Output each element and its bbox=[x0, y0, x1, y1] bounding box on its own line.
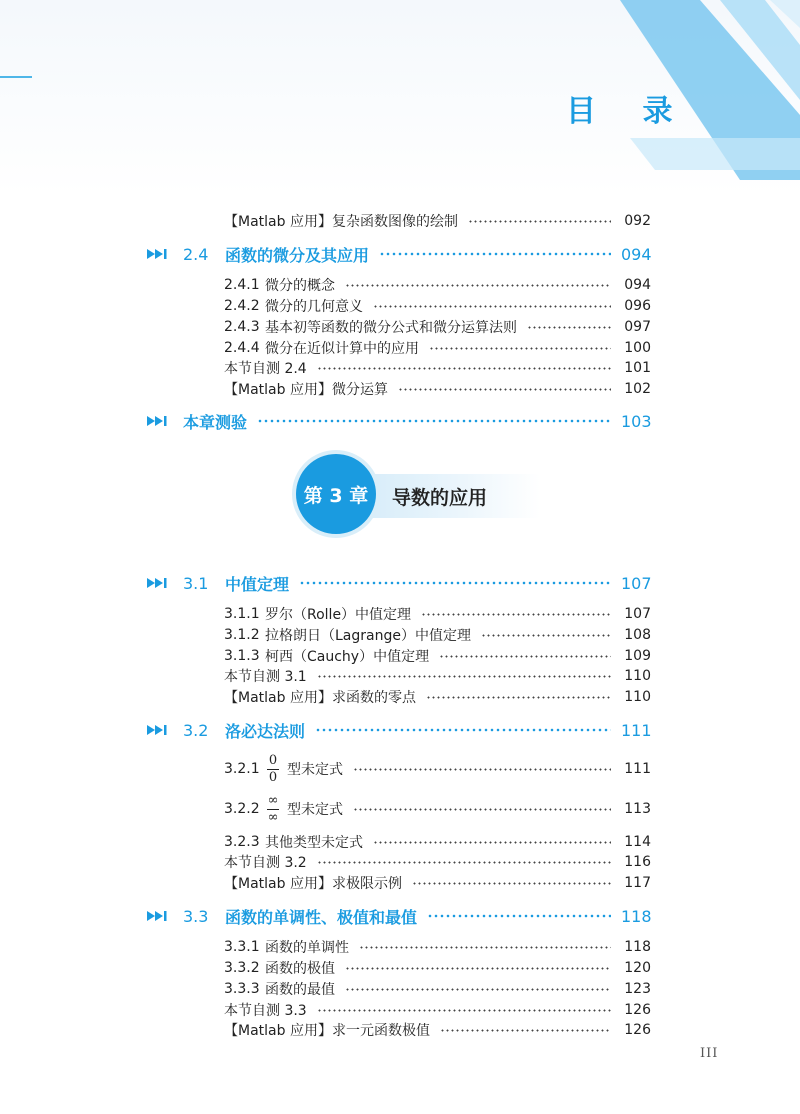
dot-leader bbox=[398, 388, 611, 391]
entry-number: 3.1.2 bbox=[224, 627, 260, 643]
entry-label: 微分在近似计算中的应用 bbox=[265, 341, 419, 357]
section-page-number: 118 bbox=[621, 906, 652, 926]
entry-page-number: 123 bbox=[624, 981, 651, 997]
dot-leader bbox=[317, 675, 611, 678]
toc-entry[interactable] bbox=[224, 979, 651, 999]
entry-number: 3.2.2 bbox=[224, 801, 260, 817]
entry-number: 3.3.2 bbox=[224, 960, 260, 976]
entry-page-number: 113 bbox=[624, 801, 651, 817]
entry-number: 3.3.3 bbox=[224, 981, 260, 997]
entry-label: 【Matlab 应用】求极限示例 bbox=[224, 876, 402, 892]
toc-entry[interactable] bbox=[224, 646, 651, 666]
toc-entry[interactable] bbox=[224, 358, 651, 378]
toc-entry[interactable] bbox=[224, 832, 651, 852]
entry-number: 3.1.1 bbox=[224, 606, 260, 622]
entry-label: 微分的几何意义 bbox=[265, 299, 363, 315]
page-title: 目 录 bbox=[566, 94, 691, 129]
entry-page-number: 096 bbox=[624, 298, 651, 314]
toc-entry[interactable] bbox=[224, 296, 651, 316]
toc-entry[interactable] bbox=[224, 792, 651, 825]
entry-label: 柯西（Cauchy）中值定理 bbox=[265, 649, 430, 665]
entry-page-number: 100 bbox=[624, 340, 651, 356]
toc-entry[interactable] bbox=[224, 317, 651, 337]
section-number: 3.1 bbox=[183, 573, 209, 593]
dot-leader bbox=[439, 655, 611, 658]
entry-page-number: 092 bbox=[624, 213, 651, 229]
section-page-number: 111 bbox=[621, 720, 652, 740]
dot-leader bbox=[315, 728, 611, 732]
entry-number: 3.1.3 bbox=[224, 648, 260, 664]
section-heading[interactable] bbox=[147, 718, 651, 742]
entry-page-number: 118 bbox=[624, 939, 651, 955]
entry-label: 函数的最值 bbox=[265, 982, 335, 998]
dot-leader bbox=[379, 252, 611, 256]
entry-page-number: 116 bbox=[624, 854, 651, 870]
entry-page-number: 094 bbox=[624, 277, 651, 293]
fraction-numerator: 0 bbox=[268, 752, 278, 768]
entry-label: 罗尔（Rolle）中值定理 bbox=[265, 607, 412, 623]
fraction bbox=[267, 753, 279, 786]
entry-page-number: 101 bbox=[624, 360, 651, 376]
fraction-numerator: ∞ bbox=[267, 792, 279, 808]
entry-label: 【Matlab 应用】微分运算 bbox=[224, 382, 388, 398]
entry-page-number: 102 bbox=[624, 381, 651, 397]
entry-page-number: 126 bbox=[624, 1022, 651, 1038]
toc-entry[interactable] bbox=[224, 1000, 651, 1020]
dot-leader bbox=[353, 768, 611, 771]
dot-leader bbox=[373, 305, 611, 308]
section-number: 3.2 bbox=[183, 720, 209, 740]
entry-label: 本节自测 3.3 bbox=[224, 1003, 307, 1019]
entry-number: 2.4.4 bbox=[224, 340, 260, 356]
entry-number: 3.2.3 bbox=[224, 834, 260, 850]
dot-leader bbox=[440, 1029, 611, 1032]
toc-entry[interactable] bbox=[224, 958, 651, 978]
dot-leader bbox=[429, 347, 611, 350]
entry-page-number: 126 bbox=[624, 1002, 651, 1018]
entry-page-number: 108 bbox=[624, 627, 651, 643]
dot-leader bbox=[257, 419, 611, 423]
entry-label: 函数的极值 bbox=[265, 961, 335, 977]
dot-leader bbox=[317, 1009, 611, 1012]
section-heading[interactable] bbox=[147, 409, 651, 433]
entry-label: 本节自测 2.4 bbox=[224, 361, 307, 377]
entry-page-number: 097 bbox=[624, 319, 651, 335]
section-title: 函数的单调性、极值和最值 bbox=[225, 907, 418, 927]
dot-leader bbox=[359, 946, 611, 949]
entry-number: 3.2.1 bbox=[224, 761, 260, 777]
toc-entry[interactable] bbox=[224, 1020, 651, 1040]
section-page-number: 107 bbox=[621, 573, 652, 593]
entry-label: 基本初等函数的微分公式和微分运算法则 bbox=[265, 320, 517, 336]
dot-leader bbox=[468, 220, 611, 223]
toc-entry[interactable] bbox=[224, 852, 651, 872]
section-page-number: 094 bbox=[621, 244, 652, 264]
toc-entry[interactable] bbox=[224, 625, 651, 645]
toc-entry[interactable] bbox=[224, 873, 651, 893]
entry-label: 【Matlab 应用】求函数的零点 bbox=[224, 690, 416, 706]
section-title: 中值定理 bbox=[225, 574, 290, 594]
fraction bbox=[267, 793, 279, 826]
dot-leader bbox=[317, 861, 611, 864]
section-page-number: 103 bbox=[621, 411, 652, 431]
dot-leader bbox=[527, 326, 611, 329]
chapter-title[interactable]: 导数的应用 bbox=[392, 487, 488, 509]
double-arrow-icon bbox=[147, 415, 183, 427]
entry-label: 型未定式 bbox=[287, 762, 343, 778]
dot-leader bbox=[373, 841, 611, 844]
section-heading[interactable] bbox=[147, 242, 651, 266]
entry-label: 【Matlab 应用】求一元函数极值 bbox=[224, 1023, 430, 1039]
entry-page-number: 114 bbox=[624, 834, 651, 850]
toc-entry[interactable] bbox=[224, 666, 651, 686]
dot-leader bbox=[317, 367, 611, 370]
dot-leader bbox=[421, 613, 611, 616]
toc-entry[interactable] bbox=[224, 604, 651, 624]
entry-number: 2.4.3 bbox=[224, 319, 260, 335]
toc-entry[interactable] bbox=[224, 211, 651, 231]
dot-leader bbox=[481, 634, 611, 637]
entry-label: 函数的单调性 bbox=[265, 940, 349, 956]
section-number: 2.4 bbox=[183, 244, 209, 264]
double-arrow-icon bbox=[147, 724, 183, 736]
entry-page-number: 111 bbox=[624, 761, 651, 777]
dot-leader bbox=[345, 988, 611, 991]
dot-leader bbox=[412, 882, 611, 885]
double-arrow-icon bbox=[147, 248, 183, 260]
section-heading[interactable] bbox=[147, 571, 651, 595]
chapter-banner bbox=[286, 450, 546, 542]
toc-entry[interactable] bbox=[224, 752, 651, 785]
entry-page-number: 110 bbox=[624, 689, 651, 705]
toc-entry[interactable] bbox=[224, 338, 651, 358]
chapter-number-badge[interactable]: 第 3 章 bbox=[296, 454, 376, 534]
entry-page-number: 117 bbox=[624, 875, 651, 891]
entry-number: 2.4.2 bbox=[224, 298, 260, 314]
dot-leader bbox=[345, 967, 611, 970]
toc-entry[interactable] bbox=[224, 687, 651, 707]
entry-number: 2.4.1 bbox=[224, 277, 260, 293]
dot-leader bbox=[345, 284, 611, 287]
toc-entry[interactable] bbox=[224, 379, 651, 399]
entry-page-number: 109 bbox=[624, 648, 651, 664]
entry-label: 拉格朗日（Lagrange）中值定理 bbox=[265, 628, 471, 644]
entry-page-number: 107 bbox=[624, 606, 651, 622]
entry-page-number: 120 bbox=[624, 960, 651, 976]
page-number: III bbox=[700, 1046, 719, 1061]
entry-label: 本节自测 3.2 bbox=[224, 855, 307, 871]
entry-label: 微分的概念 bbox=[265, 278, 335, 294]
section-number: 3.3 bbox=[183, 906, 209, 926]
fraction-denominator: ∞ bbox=[267, 809, 279, 825]
entry-number: 3.3.1 bbox=[224, 939, 260, 955]
toc-entry[interactable] bbox=[224, 937, 651, 957]
fraction-denominator: 0 bbox=[268, 769, 278, 785]
entry-page-number: 110 bbox=[624, 668, 651, 684]
entry-label: 本节自测 3.1 bbox=[224, 669, 307, 685]
section-title: 洛必达法则 bbox=[225, 721, 306, 741]
dot-leader bbox=[299, 581, 611, 585]
section-title: 函数的微分及其应用 bbox=[225, 245, 370, 265]
entry-label: 其他类型未定式 bbox=[265, 835, 363, 851]
double-arrow-icon bbox=[147, 910, 183, 922]
dot-leader bbox=[353, 808, 611, 811]
dot-leader bbox=[426, 696, 611, 699]
entry-label: 【Matlab 应用】复杂函数图像的绘制 bbox=[224, 214, 458, 230]
toc-entry[interactable] bbox=[224, 275, 651, 295]
dot-leader bbox=[427, 914, 611, 918]
section-heading[interactable] bbox=[147, 904, 651, 928]
section-title: 本章测验 bbox=[183, 412, 248, 432]
entry-label: 型未定式 bbox=[287, 802, 343, 818]
double-arrow-icon bbox=[147, 577, 183, 589]
